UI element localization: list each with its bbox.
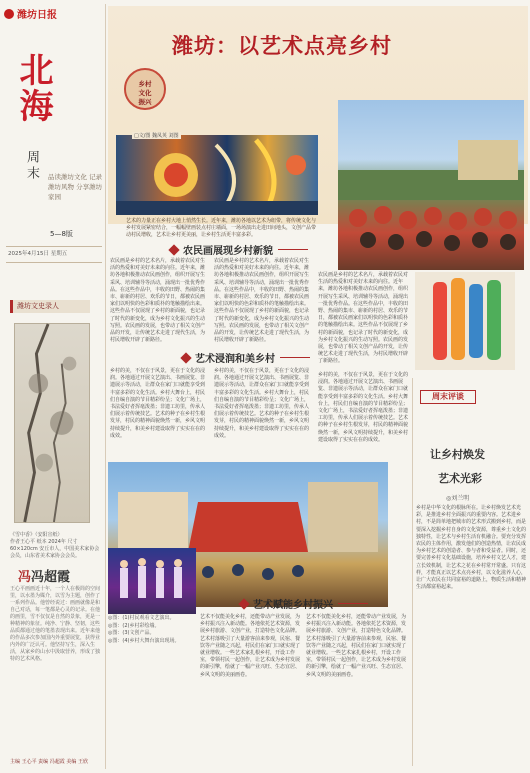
essay-title-text: 冯超霞 [31,570,71,585]
divider [6,262,102,263]
section-3-body-b: 艺术不仅能美化乡村，还能带动产业发展，为乡村振兴注入新动能。各地依托艺术资源，发展乡村旅游、文创产业，打造特色文化品牌。艺术村落吸引了大量游客前来参观，民宿、餐饮等产业随之兴起，村民们在家门口就实现了就业增收。一些艺术家扎根乡村，开设工作室，带领村民一起创作，让艺术成为乡村发展的新引擎，绘就了一幅产业兴旺、生态宜居、乡风文明的美丽画卷。 [306,614,407,678]
diamond-icon [180,352,191,363]
stage-performance-photo [108,548,196,614]
commentary-author: ◎刘兰明 [446,495,470,502]
page-number: 5—8版 [50,230,73,238]
photo-captions: ◎图：(1)村民观看文艺演出。 ◎图：(2)乡村彩绘墙。 ◎图：(3)文创产品。 ◎图：(4)乡村大舞台演出现场。 [108,615,180,644]
divider [338,603,368,604]
masthead-title: 北海 [13,52,53,124]
performance-photo [338,100,524,270]
column-label: 潍坊文史录人 [10,300,90,313]
section-heading-3: 艺术赋能乡村振兴 [240,596,368,611]
divider [6,246,102,247]
commentary-body: 乡村是中华文化的根脉所在。让乡村焕发艺术光彩，是推进乡村全面振兴的重要内容。艺术进乡村，不是简单地把城市的艺术形式搬到乡村，而是要深入挖掘乡村自身的文化资源，尊重乡土文化的独特性，让艺术与乡村生活有机融合。要充分发挥农民的主体作用，激发他们的创造热情，让农民成为乡村艺术的创造者、参与者和受益者。同时，还要完善乡村文化基础设施，培养乡村文艺人才，建立长效机制，让艺术之花在乡村常开常盛。只有这样，才能真正以艺术点亮乡村，以文化滋养人心，让广大农民在共同富裕的道路上，物质生活和精神生活都富裕起来。 [416,505,527,591]
section-1-body-a: 农民画是乡村的艺术名片，承载着农民对生活的热爱和对美好未来的向往。近年来，潍坊各地积极推动农民画创作，组织开展写生采风、培训辅导等活动，涌现出一批优秀作品。在这些作品中，丰收的田野、热闹的集市、崭新的村居、欢乐的节日，都被农民画家们以明快的色彩和质朴的笔触描绘出来。这些作品不仅展现了乡村的新面貌，也记录了时代的新变化，成为乡村文化振兴的生动写照。农民画的发展，也带动了相关文创产品的开发，让传统艺术走进了现代生活，为村民增收开辟了新路径。 [110,258,206,344]
page-headline: 潍坊：以艺术点亮乡村 [172,34,392,58]
intro-paragraph: 艺术的力量正在乡村大地上悄然生长。近年来，潍坊各地以艺术为纽带，将传统文化与乡村发展紧密结合，一幅幅壁画装点村庄墙面，一场场演出走进田间地头，文创产品带动村民增收，艺术让乡村更美丽，让乡村生活更丰富多彩。 [126,218,317,238]
logo-text: 潍坊日报 [17,10,57,21]
byline: □文/图 魏凤英 刘图 [134,133,179,139]
commentary-title-line2: 艺术光彩 [438,472,482,485]
section-2-body-a: 乡村的美，不仅在于风景，更在于文化的浸润。各地通过开展文艺演出、书画展览、非遗展示等活动，让群众在家门口就能享受到丰富多彩的文化生活。乡村大舞台上，村民们自编自演的节目精彩纷呈；文化广场上，书法爱好者挥毫泼墨；非遗工坊里，传承人们展示着传统技艺。艺术的种子在乡村生根发芽，村民的精神面貌焕然一新，乡风文明持续提升，和美乡村建设取得了实实在在的成效。 [110,368,206,439]
essay-title [18,566,70,585]
editor-credits: 主编 王心平 责编 冯超霞 美编 王欣 [10,759,88,765]
dateline: 2025年4月15日 星期五 [8,251,68,257]
section-2-body-c: 乡村的美，不仅在于风景，更在于文化的浸润。各地通过开展文艺演出、书画展览、非遗展示等活动，让群众在家门口就能享受到丰富多彩的文化生活。乡村大舞台上，村民们自编自演的节目精彩纷呈；文化广场上，书法爱好者挥毫泼墨；非遗工坊里，传承人们展示着传统技艺。艺术的种子在乡村生根发芽，村民的精神面貌焕然一新，乡风文明持续提升，和美乡村建设取得了实实在在的成效。 [318,372,409,443]
divider [280,357,310,358]
painting-caption: 《雪中香》（安阳宣纸） 作者王心平 纸本 2024年 尺寸60×120cm 安丘市人，中国美术家协会会员，山东省美术家协会会员。 [10,532,100,559]
section-heading-1: 农民画展现乡村新貌 [170,242,308,257]
cultural-products-photo [415,272,515,370]
essay-title-mark: 冯 [18,570,32,585]
section-1-body-b: 农民画是乡村的艺术名片，承载着农民对生活的热爱和对美好未来的向往。近年来，潍坊各地积极推动农民画创作，组织开展写生采风、培训辅导等活动，涌现出一批优秀作品。在这些作品中，丰收的田野、热闹的集市、崭新的村居、欢乐的节日，都被农民画家们以明快的色彩和质朴的笔触描绘出来。这些作品不仅展现了乡村的新面貌，也记录了时代的新变化，成为乡村文化振兴的生动写照。农民画的发展，也带动了相关文创产品的开发，让传统艺术走进了现代生活，为村民增收开辟了新路径。 [214,258,310,344]
commentary-title-line1: 让乡村焕发 [430,448,485,461]
diamond-icon [238,598,249,609]
section-heading-2: 艺术浸润和美乡村 [182,350,310,365]
mural-photo [116,135,318,215]
masthead-slogan: 品读潍坊文化 记录潍坊风物 分享潍坊家园 [48,173,103,201]
diamond-icon [168,244,179,255]
section-2-body-b: 乡村的美，不仅在于风景，更在于文化的浸润。各地通过开展文艺演出、书画展览、非遗展示等活动，让群众在家门口就能享受到丰富多彩的文化生活。乡村大舞台上，村民们自编自演的节目精彩纷呈；文化广场上，书法爱好者挥毫泼墨；非遗工坊里，传承人们展示着传统技艺。艺术的种子在乡村生根发芽，村民的精神面貌焕然一新，乡风文明持续提升，和美乡村建设取得了实实在在的成效。 [214,368,310,439]
masthead-subtitle: 周末 [24,150,39,182]
essay-body: 王心平画画近十年，一个人在极简的空间里，以水墨为媒介，以雪为主题，创作了一系列作品。他曾经说过：画画就像是和自己对话，每一笔都是心灵的记录。在他的画里，雪不仅仅是自然的景象，更是一种精神的象征。纯净、宁静、坚韧，这些品质都通过他的笔墨表现出来。近年来他的作品多次参加国内外重要展览，获得业内外的广泛认可。他坚持写生，深入生活，从家乡的山水中汲取营养，形成了独特的艺术风格。 [10,586,101,662]
section-3-body-a: 艺术不仅能美化乡村，还能带动产业发展，为乡村振兴注入新动能。各地依托艺术资源，发展乡村旅游、文创产业，打造特色文化品牌。艺术村落吸引了大量游客前来参观，民宿、餐饮等产业随之兴起，村民们在家门口就实现了就业增收。一些艺术家扎根乡村，开设工作室，带领村民一起创作，让艺术成为乡村发展的新引擎，绘就了一幅产业兴旺、生态宜居、乡风文明的美丽画卷。 [200,614,301,678]
column-divider [412,378,413,766]
newspaper-logo [4,6,57,21]
section-1-body-c: 农民画是乡村的艺术名片，承载着农民对生活的热爱和对美好未来的向往。近年来，潍坊各地积极推动农民画创作，组织开展写生采风、培训辅导等活动，涌现出一批优秀作品。在这些作品中，丰收的田野、热闹的集市、崭新的村居、欢乐的节日，都被农民画家们以明快的色彩和质朴的笔触描绘出来。这些作品不仅展现了乡村的新面貌，也记录了时代的新变化，成为乡村文化振兴的生动写照。农民画的发展，也带动了相关文创产品的开发，让传统艺术走进了现代生活，为村民增收开辟了新路径。 [318,272,409,365]
column-divider [105,4,106,769]
commentary-label: 周末评谈 [420,390,476,404]
logo-icon [4,9,14,19]
theme-badge: 乡村 文化 振兴 [124,68,166,110]
divider [278,249,308,250]
ink-painting [14,323,90,523]
